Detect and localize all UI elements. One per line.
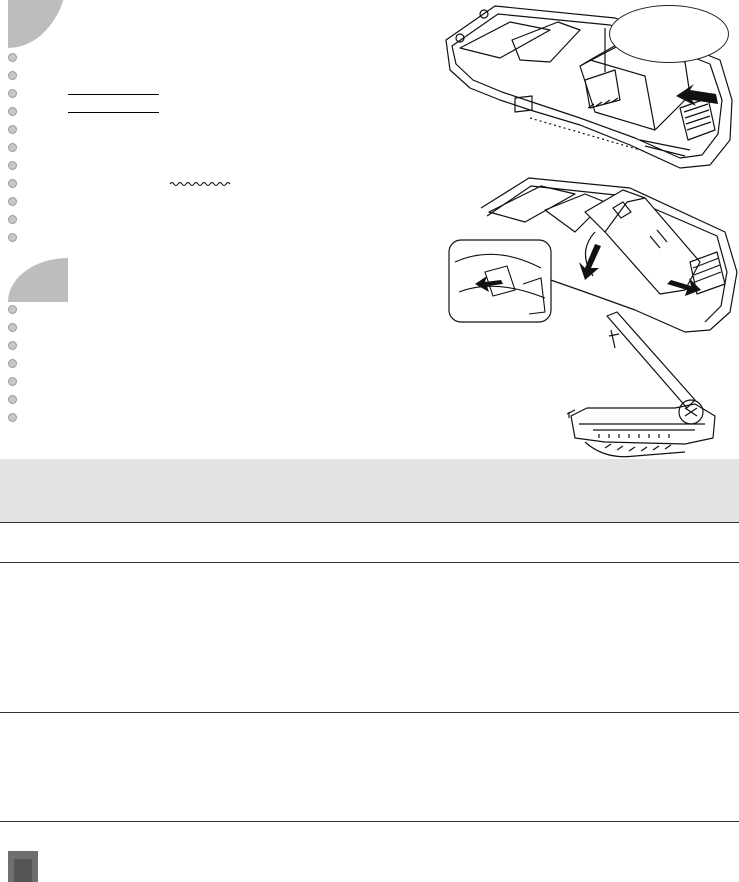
bullet [8,71,17,80]
page-number-tab [8,851,38,882]
step-1-marker [8,0,68,48]
bullet [8,161,17,170]
wavy-underline [170,181,232,187]
bullet [8,107,17,116]
bullet [8,323,17,332]
callout-bubble [609,5,729,63]
bullet [8,125,17,134]
bullet [8,395,17,404]
underline [68,94,159,95]
bullet [8,89,17,98]
note-band [0,459,739,522]
bullet [8,377,17,386]
bullet [8,341,17,350]
step-2-marker [8,258,68,302]
underline [68,112,159,113]
bullet [8,413,17,422]
battery-cover-open-illustration [565,312,739,460]
bullet [8,215,17,224]
divider [0,562,739,563]
divider [0,522,739,523]
bullet [8,359,17,368]
bullet [8,143,17,152]
page-number-tab-inner [14,859,32,882]
divider [0,821,739,822]
bullet [8,179,17,188]
bullet [8,305,17,314]
bullet [8,53,17,62]
bullet [8,233,17,242]
battery-lock-illustration [445,172,739,335]
bullet [8,197,17,206]
divider [0,712,739,713]
